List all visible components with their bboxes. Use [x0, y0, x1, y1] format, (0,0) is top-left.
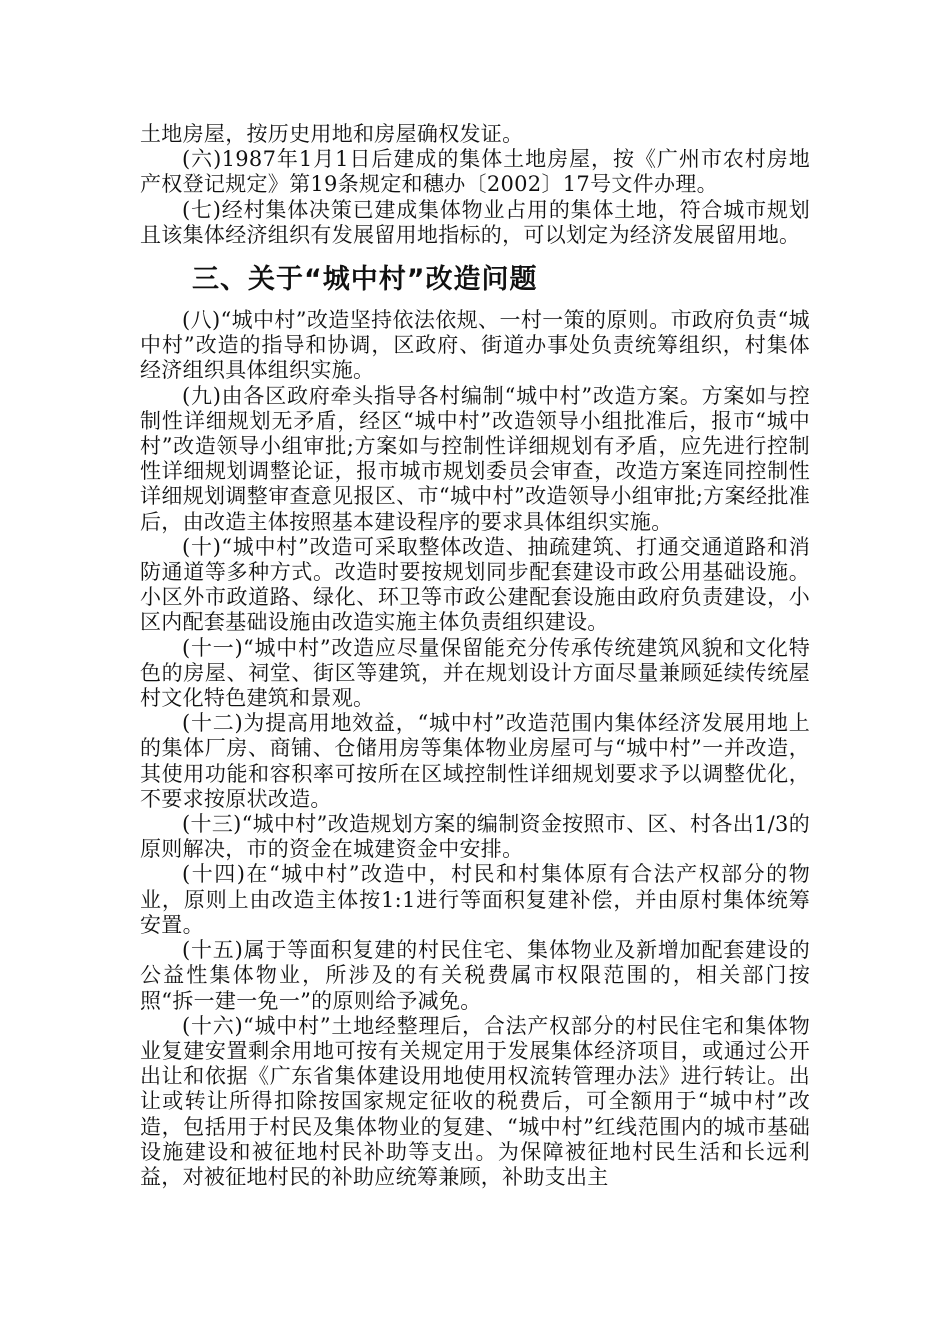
paragraph-item-15: (十五)属于等面积复建的村民住宅、集体物业及新增加配套建设的公益性集体物业，所涉及的有关税费属市权限范围的，相关部门按照“拆一建一免一”的原则给予减免。 — [140, 938, 810, 1013]
paragraph-item-8: (八)“城中村”改造坚持依法依规、一村一策的原则。市政府负责“城中村”改造的指导和协调，区政府、街道办事处负责统筹组织，村集体经济组织具体组织实施。 — [140, 308, 810, 383]
paragraph-item-10: (十)“城中村”改造可采取整体改造、抽疏建筑、打通交通道路和消防通道等多种方式。改造时要按规划同步配套建设市政公用基础设施。小区外市政道路、绿化、环卫等市政公建配套设施由政府负责建设，小区内配套基础设施由改造实施主体负责组织建设。 — [140, 534, 810, 635]
paragraph-continuation: 土地房屋，按历史用地和房屋确权发证。 — [140, 122, 524, 146]
paragraph-item-11: (十一)“城中村”改造应尽量保留能充分传承传统建筑风貌和文化特色的房屋、祠堂、街区等建筑，并在规划设计方面尽量兼顾延续传统屋村文化特色建筑和景观。 — [140, 635, 810, 711]
paragraph-item-7: (七)经村集体决策已建成集体物业占用的集体土地，符合城市规划且该集体经济组织有发展留用地指标的，可以划定为经济发展留用地。 — [140, 197, 810, 247]
paragraph-item-9: (九)由各区政府牵头指导各村编制“城中村”改造方案。方案如与控制性详细规划无矛盾，经区“城中村”改造领导小组批准后，报市“城中村”改造领导小组审批;方案如与控制性详细规划有矛盾，应先进行控制性详细规划调整论证，报市城市规划委员会审查，改造方案连同控制性详细规划调整审查意见报区、市“城中村”改造领导小组审批;方案经批准后，由改造主体按照基本建设程序的要求具体组织实施。 — [140, 383, 810, 534]
paragraph-item-14: (十四)在“城中村”改造中，村民和村集体原有合法产权部分的物业，原则上由改造主体按1:1进行等面积复建补偿，并由原村集体统筹安置。 — [140, 862, 810, 937]
paragraph-item-13: (十三)“城中村”改造规划方案的编制资金按照市、区、村各出1/3的原则解决，市的资金在城建资金中安排。 — [140, 812, 810, 862]
document-page — [140, 122, 810, 1190]
section-heading: 三、关于“城中村”改造问题 — [192, 264, 538, 296]
paragraph-item-6: (六)1987年1月1日后建成的集体土地房屋，按《广州市农村房地产权登记规定》第19条规定和穗办〔2002〕17号文件办理。 — [140, 147, 810, 197]
paragraph-item-16: (十六)“城中村”土地经整理后，合法产权部分的村民住宅和集体物业复建安置剩余用地可按有关规定用于发展集体经济项目，或通过公开出让和依据《广东省集体建设用地使用权流转管理办法》进行转让。出让或转让所得扣除按国家规定征收的税费后，可全额用于“城中村”改造，包括用于村民及集体物业的复建、“城中村”红线范围内的城市基础设施建设和被征地村民补助等支出。为保障被征地村民生活和长远利益，对被征地村民的补助应统筹兼顾，补助支出主 — [140, 1013, 810, 1189]
paragraph-item-12: (十二)为提高用地效益，“城中村”改造范围内集体经济发展用地上的集体厂房、商铺、仓储用房等集体物业房屋可与“城中村”一并改造，其使用功能和容积率可按所在区域控制性详细规划要求予以调整优化，不要求按原状改造。 — [140, 711, 810, 811]
